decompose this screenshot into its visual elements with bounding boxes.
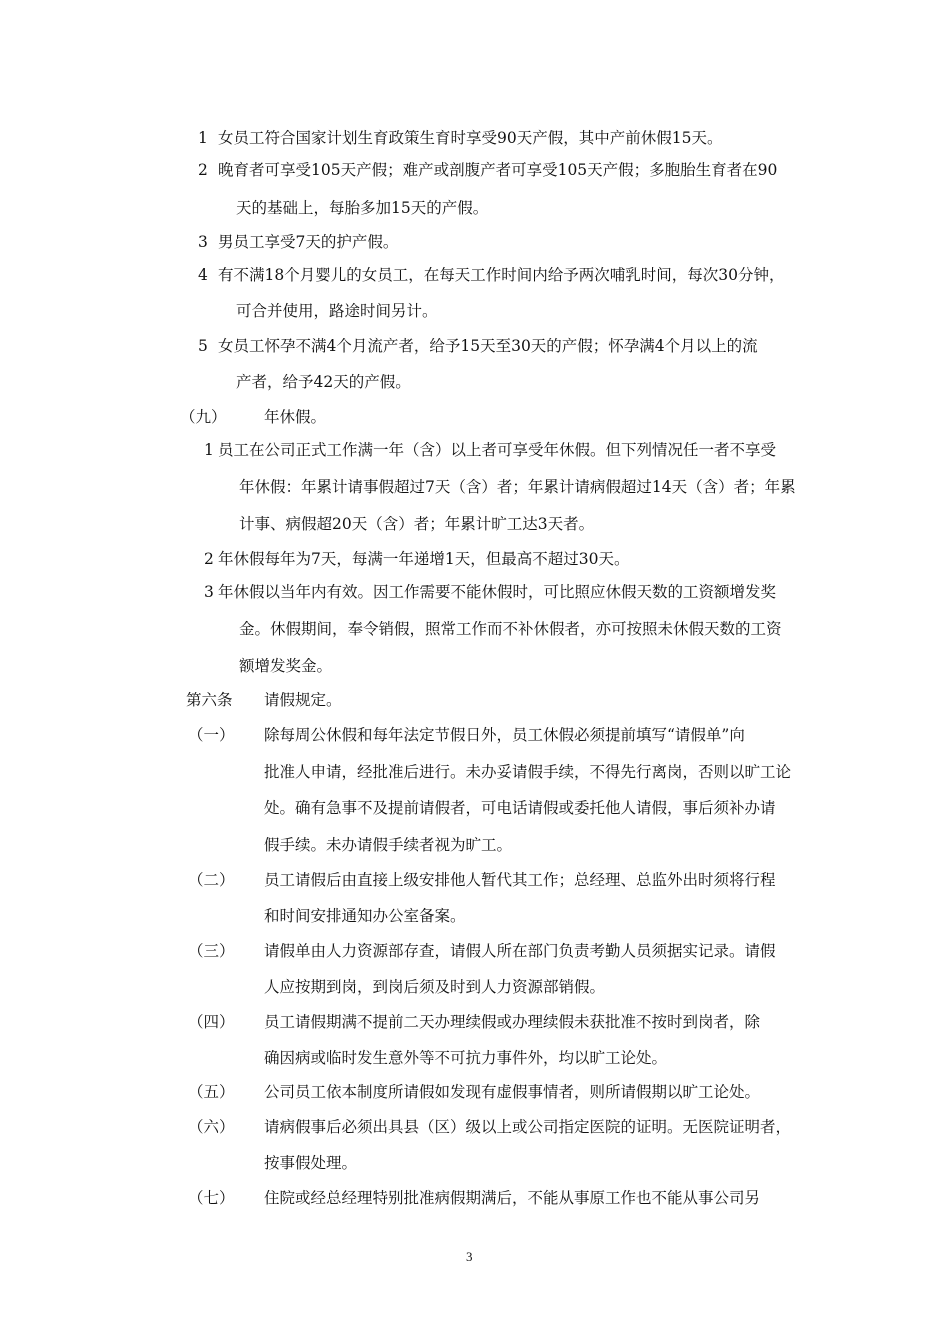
text-line: 和时间安排通知办公室备案。 (264, 907, 466, 925)
text-line: 请病假事后必须出具县（区）级以上或公司指定医院的证明。无医院证明者， (264, 1118, 792, 1136)
text-line: 员工在公司正式工作满一年（含）以上者可享受年休假。但下列情况任一者不享受 (218, 441, 777, 459)
item-number: 1 (198, 129, 208, 147)
text-line: 年休假每年为7天，每满一年递增1天，但最高不超过30天。 (218, 550, 630, 568)
text-line: 女员工怀孕不满4个月流产者，给予15天至30天的产假；怀孕满4个月以上的流 (218, 337, 758, 355)
text-line: 年休假以当年内有效。因工作需要不能休假时，可比照应休假天数的工资额增发奖 (218, 583, 777, 601)
text-line: 计事、病假超20天（含）者；年累计旷工达3天者。 (239, 515, 595, 533)
section-number: （九） (180, 408, 227, 426)
text-line: 公司员工依本制度所请假如发现有虚假事情者，则所请假期以旷工论处。 (264, 1083, 761, 1101)
text-line: 产者，给予42天的产假。 (236, 373, 411, 391)
text-line: 年休假：年累计请事假超过7天（含）者；年累计请病假超过14天（含）者；年累 (239, 478, 796, 496)
text-line: 请假单由人力资源部存查，请假人所在部门负责考勤人员须据实记录。请假 (264, 942, 776, 960)
text-line: 确因病或临时发生意外等不可抗力事件外，均以旷工论处。 (264, 1049, 668, 1067)
item-number: 3 (204, 583, 214, 601)
item-number: 3 (198, 233, 208, 251)
clause-number: （五） (188, 1083, 235, 1101)
article-title: 请假规定。 (264, 691, 342, 709)
article-number: 第六条 (186, 691, 233, 709)
clause-number: （一） (188, 726, 235, 744)
text-line: 假手续。未办请假手续者视为旷工。 (264, 836, 513, 854)
text-line: 有不满18个月婴儿的女员工，在每天工作时间内给予两次哺乳时间，每次30分钟， (218, 266, 785, 284)
clause-number: （七） (188, 1189, 235, 1207)
text-line: 按事假处理。 (264, 1154, 358, 1172)
item-number: 1 (204, 441, 214, 459)
text-line: 天的基础上，每胎多加15天的产假。 (236, 199, 489, 217)
text-line: 处。确有急事不及提前请假者，可电话请假或委托他人请假，事后须补办请 (264, 799, 776, 817)
text-line: 晚育者可享受105天产假；难产或剖腹产者可享受105天产假；多胞胎生育者在90 (218, 161, 778, 179)
text-line: 员工请假后由直接上级安排他人暂代其工作；总经理、总监外出时须将行程 (264, 871, 776, 889)
clause-number: （六） (188, 1118, 235, 1136)
text-line: 金。休假期间，奉令销假，照常工作而不补休假者，亦可按照未休假天数的工资 (239, 620, 782, 638)
item-number: 4 (198, 266, 208, 284)
text-line: 除每周公休假和每年法定节假日外，员工休假必须提前填写“请假单”向 (264, 726, 745, 744)
page-number: 3 (466, 1249, 473, 1264)
text-line: 男员工享受7天的护产假。 (218, 233, 399, 251)
text-line: 女员工符合国家计划生育政策生育时享受90天产假，其中产前休假15天。 (218, 129, 723, 147)
text-line: 住院或经总经理特别批准病假期满后，不能从事原工作也不能从事公司另 (264, 1189, 761, 1207)
item-number: 2 (198, 161, 208, 179)
text-line: 人应按期到岗，到岗后须及时到人力资源部销假。 (264, 978, 606, 996)
section-title: 年休假。 (264, 408, 327, 426)
text-line: 批准人申请，经批准后进行。未办妥请假手续，不得先行离岗，否则以旷工论 (264, 763, 792, 781)
text-line: 可合并使用，路途时间另计。 (236, 302, 438, 320)
clause-number: （三） (188, 942, 235, 960)
text-line: 员工请假期满不提前二天办理续假或办理续假未获批准不按时到岗者，除 (264, 1013, 761, 1031)
item-number: 5 (198, 337, 208, 355)
clause-number: （二） (188, 871, 235, 889)
item-number: 2 (204, 550, 214, 568)
text-line: 额增发奖金。 (239, 657, 333, 675)
clause-number: （四） (188, 1013, 235, 1031)
